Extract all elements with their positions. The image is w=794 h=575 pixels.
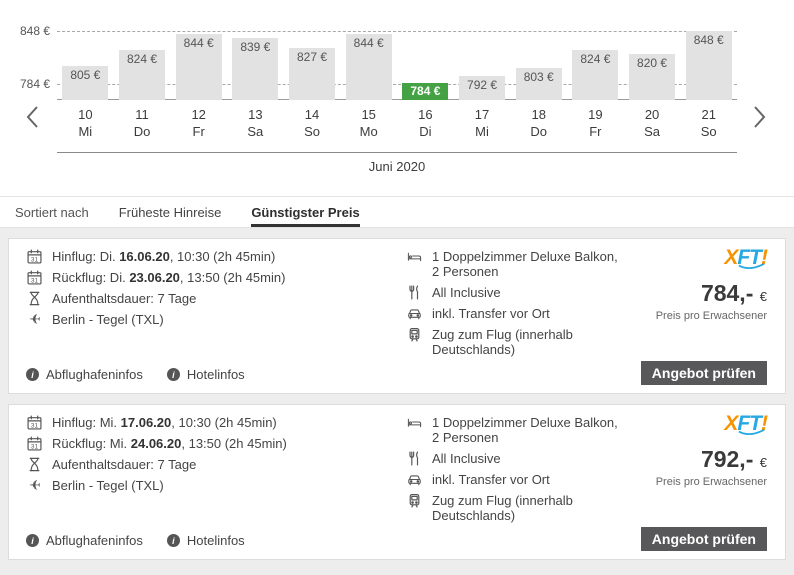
weekday-label: Fr <box>192 124 205 139</box>
day-number: 21 <box>701 107 716 122</box>
info-icon: i <box>167 368 180 381</box>
return-flight-text: Rückflug: Di. 23.06.20, 13:50 (2h 45min) <box>52 270 286 285</box>
price-bar-slot[interactable] <box>340 0 397 100</box>
transfer-text: inkl. Transfer vor Ort <box>432 472 550 487</box>
airplane-icon: ✈ <box>28 311 41 327</box>
price-bar-selected[interactable] <box>402 83 448 100</box>
bar-price-label: 848 € <box>693 33 724 47</box>
price-note: Preis pro Erwachsener <box>655 476 767 488</box>
sort-tabbar <box>0 196 794 228</box>
weekday-label: So <box>304 124 320 139</box>
price-bar-slot[interactable] <box>397 0 454 100</box>
bar-price-label: 792 € <box>467 78 498 92</box>
price-bar-slot[interactable] <box>57 0 114 100</box>
train-icon <box>406 493 423 508</box>
weekday-label: Fr <box>589 124 602 139</box>
room-row <box>406 249 641 279</box>
month-divider <box>57 152 737 153</box>
chevron-left-icon <box>24 104 40 130</box>
room-text: 1 Doppelzimmer Deluxe Balkon, 2 Personen <box>432 249 618 279</box>
check-offer-button[interactable]: Angebot prüfen <box>641 361 767 385</box>
svg-text:31: 31 <box>30 422 39 430</box>
outbound-flight-text: Hinflug: Di. 16.06.20, 10:30 (2h 45min) <box>52 249 276 264</box>
date-slot[interactable] <box>284 106 341 140</box>
prev-dates-button[interactable] <box>24 104 40 130</box>
board-row <box>406 451 641 466</box>
date-slot[interactable] <box>397 106 454 140</box>
weekday-label: Sa <box>247 124 264 139</box>
xfti-logo: XFT! <box>724 246 767 269</box>
room-row <box>406 415 641 445</box>
day-number: 12 <box>191 107 206 122</box>
return-flight-row <box>26 270 285 285</box>
flight-details <box>26 249 285 333</box>
price-bar[interactable] <box>289 48 335 100</box>
restaurant-icon <box>406 285 423 300</box>
day-number: 16 <box>418 107 433 122</box>
return-flight-row <box>26 436 287 451</box>
price-bar[interactable] <box>346 34 392 100</box>
duration-text: Aufenthaltsdauer: 7 Tage <box>52 457 197 472</box>
airport-text: Berlin - Tegel (TXL) <box>52 478 164 493</box>
day-number: 18 <box>531 107 546 122</box>
bar-price-label: 820 € <box>637 56 668 70</box>
hotel-info-link[interactable] <box>167 367 245 382</box>
outbound-flight-row <box>26 249 285 264</box>
train-row <box>406 493 641 523</box>
tab-guenstigster-preis[interactable]: Günstigster Preis <box>251 197 359 227</box>
price-column <box>656 405 767 488</box>
duration-row <box>26 457 287 472</box>
info-icon: i <box>26 368 39 381</box>
offers-list <box>0 228 794 575</box>
weekday-label: So <box>700 124 717 139</box>
board-text: All Inclusive <box>432 285 501 300</box>
offer-card <box>8 238 786 394</box>
logo-swoosh <box>738 262 765 271</box>
duration-text: Aufenthaltsdauer: 7 Tage <box>52 291 197 306</box>
svg-text:31: 31 <box>30 443 39 451</box>
offer-price: 784,- € <box>700 280 767 306</box>
day-number: 13 <box>248 107 263 122</box>
airport-info-link[interactable] <box>26 533 143 548</box>
price-bar[interactable] <box>176 34 222 100</box>
date-slot[interactable] <box>170 106 227 140</box>
price-bar[interactable] <box>232 38 278 100</box>
weekday-label: Do <box>133 124 151 139</box>
board-text: All Inclusive <box>432 451 501 466</box>
board-row <box>406 285 641 300</box>
tab-frueheste-hinreise[interactable]: Früheste Hinreise <box>118 204 222 220</box>
calendar-icon <box>26 249 43 264</box>
bar-price-label: 803 € <box>523 70 554 84</box>
transfer-row <box>406 472 641 487</box>
hourglass-icon <box>26 291 43 306</box>
date-slot[interactable] <box>114 106 171 140</box>
price-bar[interactable] <box>62 66 108 100</box>
hotel-details <box>406 249 641 363</box>
transfer-text: inkl. Transfer vor Ort <box>432 306 550 321</box>
price-note: Preis pro Erwachsener <box>655 310 767 322</box>
car-icon <box>406 306 423 321</box>
airport-text: Berlin - Tegel (TXL) <box>52 312 164 327</box>
hotel-details <box>406 415 641 529</box>
room-text: 1 Doppelzimmer Deluxe Balkon, 2 Personen <box>432 415 618 445</box>
price-bar-slot[interactable] <box>114 0 171 100</box>
info-icon: i <box>26 534 39 547</box>
day-number: 15 <box>361 107 376 122</box>
svg-text:31: 31 <box>30 277 39 285</box>
car-icon <box>406 472 423 487</box>
day-number: 19 <box>588 107 603 122</box>
bed-icon <box>406 249 423 264</box>
weekday-label: Mo <box>359 124 378 139</box>
logo-swoosh <box>738 428 765 437</box>
airport-info-label: Abflughafeninfos <box>46 533 143 548</box>
sort-label: Sortiert nach <box>15 204 89 220</box>
price-bar[interactable] <box>119 50 165 100</box>
bar-price-label: 824 € <box>126 52 158 66</box>
day-number: 11 <box>135 107 149 122</box>
bar-price-label: 844 € <box>353 36 384 50</box>
outbound-flight-text: Hinflug: Mi. 17.06.20, 10:30 (2h 45min) <box>52 415 277 430</box>
info-icon: i <box>167 534 180 547</box>
bar-price-label: 784 € <box>410 84 441 98</box>
check-offer-button[interactable]: Angebot prüfen <box>641 527 767 551</box>
restaurant-icon <box>406 451 423 466</box>
bar-price-label: 805 € <box>70 68 101 82</box>
hotel-info-label: Hotelinfos <box>186 367 245 382</box>
date-slot[interactable] <box>567 106 624 140</box>
y-axis-min-label: 784 € <box>19 77 50 91</box>
hourglass-icon <box>26 457 43 472</box>
hotel-info-link[interactable] <box>167 533 245 548</box>
price-bar[interactable] <box>459 76 505 100</box>
calendar-icon <box>26 270 43 285</box>
price-bar[interactable] <box>516 68 562 100</box>
airport-info-link[interactable] <box>26 367 143 382</box>
date-slot[interactable] <box>510 106 567 140</box>
price-bar-slot[interactable] <box>510 0 567 100</box>
day-number: 14 <box>304 107 320 122</box>
price-bar[interactable] <box>629 54 675 100</box>
price-bar-slot[interactable] <box>284 0 341 100</box>
next-dates-button[interactable] <box>752 104 768 130</box>
price-bar-slot[interactable] <box>624 0 681 100</box>
chevron-right-icon <box>752 104 768 130</box>
flight-details <box>26 415 287 499</box>
price-bar-slot[interactable] <box>454 0 511 100</box>
day-number: 10 <box>78 107 93 122</box>
train-text: Zug zum Flug (innerhalb Deutschlands) <box>432 493 573 523</box>
svg-text:31: 31 <box>30 256 39 264</box>
price-bar-slot[interactable] <box>227 0 284 100</box>
weekday-label: Di <box>419 124 432 139</box>
date-slot[interactable] <box>624 106 681 140</box>
duration-row <box>26 291 285 306</box>
weekday-label: Do <box>530 124 548 139</box>
airport-row <box>26 312 285 327</box>
train-row <box>406 327 641 357</box>
xfti-logo: XFT! <box>724 412 767 435</box>
offer-price: 792,- € <box>700 446 767 472</box>
airport-row <box>26 478 287 493</box>
chart-dates <box>57 106 737 140</box>
train-icon <box>406 327 423 342</box>
date-slot[interactable] <box>454 106 511 140</box>
bar-price-label: 839 € <box>240 40 271 54</box>
transfer-row <box>406 306 641 321</box>
price-column <box>656 239 767 322</box>
price-bar-slot[interactable] <box>170 0 227 100</box>
airplane-icon: ✈ <box>28 477 41 493</box>
return-flight-text: Rückflug: Mi. 24.06.20, 13:50 (2h 45min) <box>52 436 287 451</box>
date-slot[interactable] <box>340 106 397 140</box>
calendar-icon <box>26 415 43 430</box>
price-bar[interactable] <box>572 50 618 100</box>
bar-price-label: 824 € <box>580 52 611 66</box>
info-links <box>26 367 245 382</box>
date-slot[interactable] <box>227 106 284 140</box>
offer-card <box>8 404 786 560</box>
bed-icon <box>406 415 423 430</box>
month-label: Juni 2020 <box>368 159 426 174</box>
day-number: 17 <box>474 107 490 122</box>
bar-price-label: 827 € <box>297 50 328 64</box>
hotel-info-label: Hotelinfos <box>186 533 245 548</box>
train-text: Zug zum Flug (innerhalb Deutschlands) <box>432 327 573 357</box>
date-slot[interactable] <box>57 106 114 140</box>
date-slot[interactable] <box>680 106 737 140</box>
price-bar-slot[interactable] <box>680 0 737 100</box>
price-bar[interactable] <box>686 31 732 100</box>
calendar-icon <box>26 436 43 451</box>
weekday-label: Sa <box>644 124 660 139</box>
bar-price-label: 844 € <box>183 36 214 50</box>
weekday-label: Mi <box>475 124 489 139</box>
airport-info-label: Abflughafeninfos <box>46 367 143 382</box>
price-bar-slot[interactable] <box>567 0 624 100</box>
y-axis-max-label: 848 € <box>19 24 50 38</box>
outbound-flight-row <box>26 415 287 430</box>
info-links <box>26 533 245 548</box>
weekday-label: Mi <box>78 124 93 139</box>
day-number: 20 <box>644 107 660 122</box>
price-calendar-chart <box>0 0 794 196</box>
chart-bars <box>57 0 737 100</box>
